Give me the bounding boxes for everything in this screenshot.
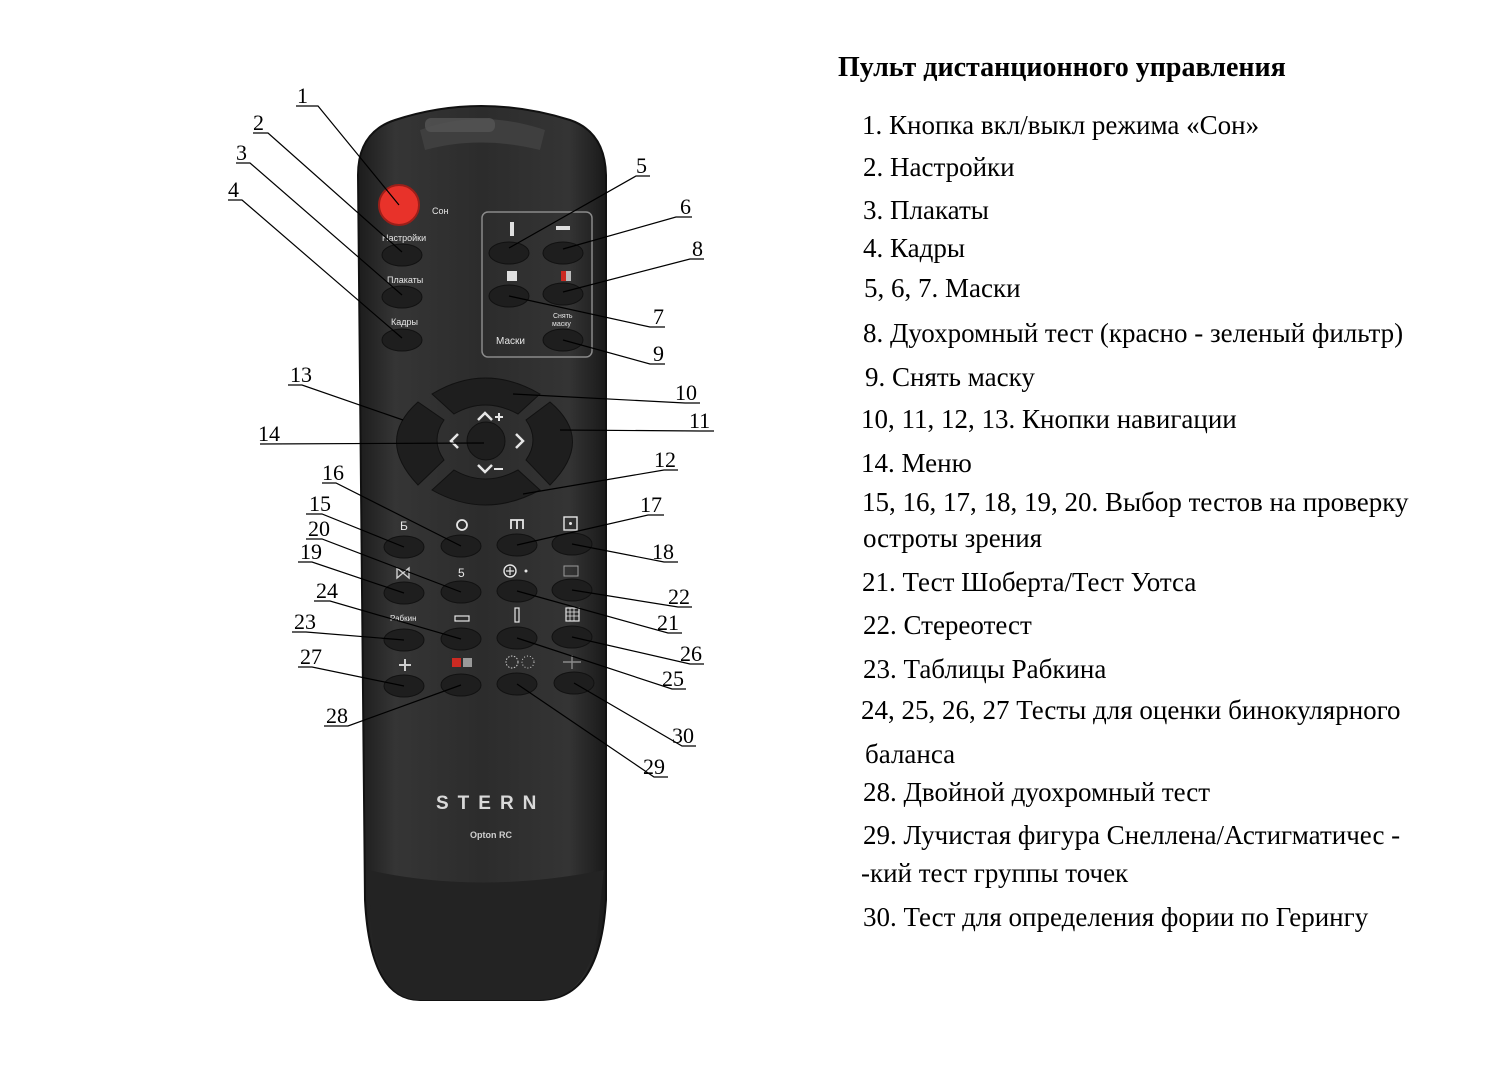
rabkin-label: Рабкин [390,614,417,623]
callout-11: 11 [689,408,711,433]
remove-mask-label-2: маску [552,321,571,328]
posters-label: Плакаты [387,275,424,285]
settings-button[interactable] [382,244,422,266]
legend-item-10: 15, 16, 17, 18, 19, 20. Выбор тестов на проверку [862,487,1409,517]
legend-title: Пульт дистанционного управления [838,52,1286,83]
legend-item-2: 2. Настройки [863,152,1015,182]
callout-6: 6 [680,194,691,219]
frames-label: Кадры [391,317,418,327]
callout-7: 7 [653,304,664,329]
duochrome-button[interactable] [543,283,583,305]
brand-logo: STERN [436,793,546,814]
callout-24: 24 [316,578,338,603]
legend-item-12: 22. Стереотест [863,610,1032,640]
mask-1-button[interactable] [489,242,529,264]
callout-17: 17 [640,492,662,517]
legend-item-8: 10, 11, 12, 13. Кнопки навигации [861,404,1237,434]
mask-1-mark [510,222,514,236]
legend-item-1: 1. Кнопка вкл/выкл режима «Сон» [862,110,1260,140]
callout-10: 10 [675,380,697,405]
callout-1: 1 [297,83,308,108]
callout-28: 28 [326,703,348,728]
callout-27: 27 [300,644,322,669]
callout-19: 19 [300,539,322,564]
legend-item-16b: -кий тест группы точек [861,858,1129,888]
legend-item-14: 24, 25, 26, 27 Тесты для оценки бинокулярного [861,695,1401,725]
mask-3-mark [507,271,517,281]
legend-item-10b: остроты зрения [863,523,1043,553]
legend-item-6: 8. Дуохромный тест (красно - зеленый фильтр) [863,318,1404,348]
legend-item-11: 21. Тест Шоберта/Тест Уотса [862,567,1197,597]
callout-3: 3 [236,140,247,165]
callout-8: 8 [692,236,703,261]
duochrome-mark-red [561,271,566,281]
settings-label: Настройки [382,233,427,243]
ir-window [425,118,495,132]
button-b-label: Б [400,519,408,533]
model-label: Opton RC [470,830,512,840]
legend-item-9: 14. Меню [861,448,972,478]
callout-4: 4 [228,177,239,202]
callout-13: 13 [290,362,312,387]
remote-lower-band [368,870,604,1000]
dots-icon [525,570,528,573]
sleep-label: Сон [432,206,449,216]
legend-item-4: 4. Кадры [863,233,966,263]
callout-26: 26 [680,641,702,666]
legend-item-17: 30. Тест для определения фории по Герингу [863,902,1369,932]
duochrome-mark-green [566,271,571,281]
callout-5: 5 [636,153,647,178]
dot-icon [569,522,572,525]
callout-16: 16 [322,460,344,485]
legend-item-13: 23. Таблицы Рабкина [863,654,1107,684]
callout-12: 12 [654,447,676,472]
legend-item-15: 28. Двойной дуохромный тест [863,777,1211,807]
callout-18: 18 [652,539,674,564]
legend-item-3: 3. Плакаты [863,195,989,225]
callout-29: 29 [643,754,665,779]
legend-item-16: 29. Лучистая фигура Снеллена/Астигматичес - [863,820,1401,850]
legend-item-7: 9. Снять маску [865,362,1035,392]
legend-item-14b: баланса [865,739,956,769]
callout-15: 15 [309,491,331,516]
callout-20: 20 [308,516,330,541]
callout-25: 25 [662,666,684,691]
masks-label: Маски [496,336,525,347]
frames-button[interactable] [382,329,422,351]
callout-9: 9 [653,341,664,366]
callout-21: 21 [657,610,679,635]
posters-button[interactable] [382,286,422,308]
callout-14: 14 [258,421,280,446]
callout-30: 30 [672,723,694,748]
remove-mask-label-1: Снять [553,313,573,320]
double-duochrome-red-icon [452,658,461,667]
legend-item-5: 5, 6, 7. Маски [864,273,1021,303]
double-duochrome-gray-icon [463,658,472,667]
mask-2-mark [556,226,570,230]
callout-22: 22 [668,584,690,609]
callout-23: 23 [294,609,316,634]
button-5-label: 5 [458,566,465,580]
callout-2: 2 [253,110,264,135]
menu-button[interactable] [467,422,505,460]
